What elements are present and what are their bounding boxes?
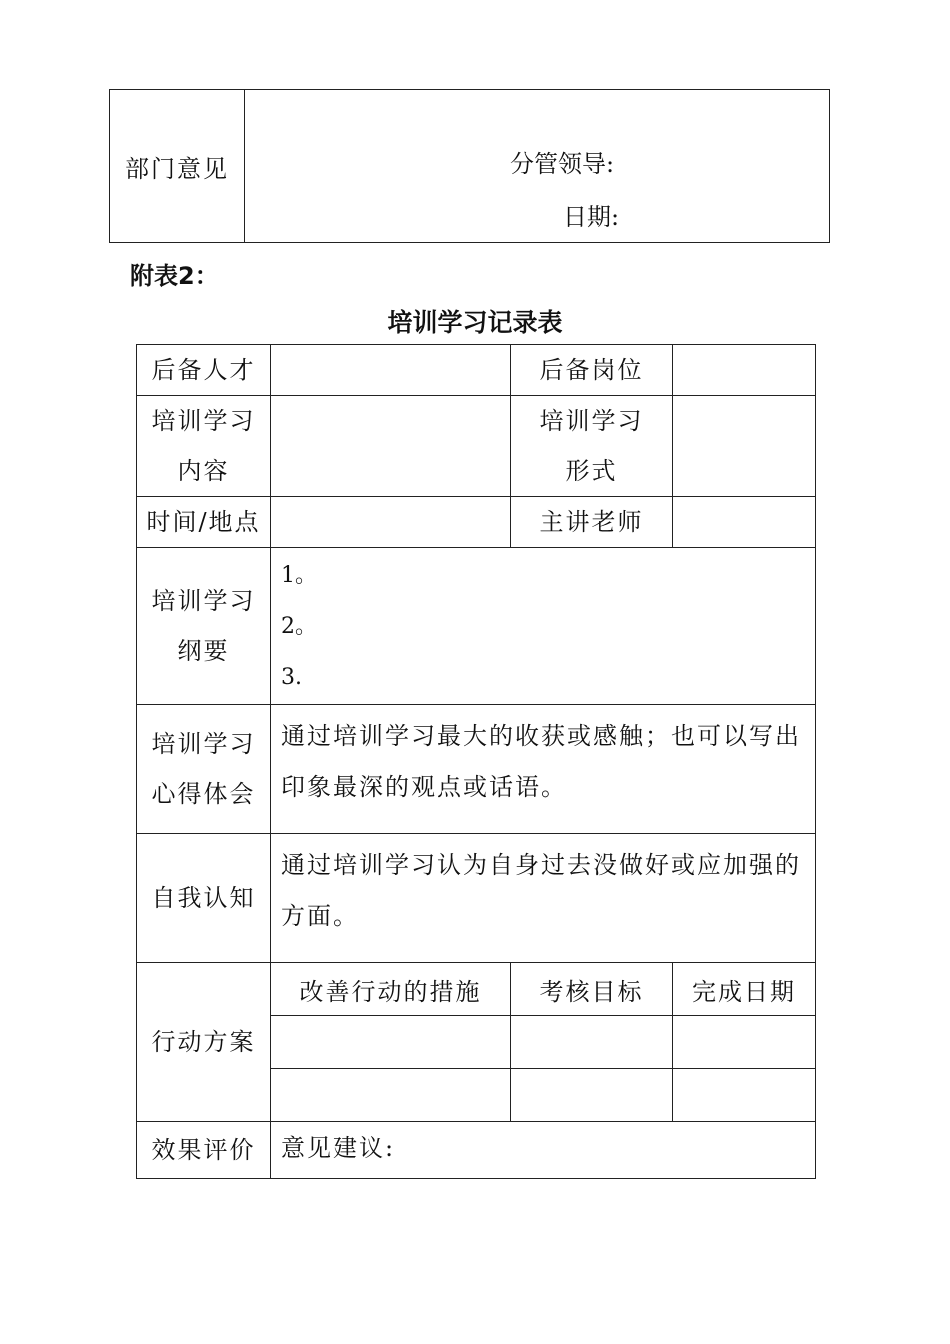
action-measures-cell[interactable] (271, 1016, 511, 1069)
content-label-line1: 培训学习 (151, 407, 256, 435)
insight-label-line2: 心得体会 (151, 780, 256, 808)
self-awareness-field[interactable]: 通过培训学习认为自身过去没做好或应加强的方面。 (271, 834, 816, 963)
outline-label-line2: 纲要 (177, 637, 230, 665)
format-label-line1: 培训学习 (539, 407, 644, 435)
format-label-line2: 形式 (565, 457, 618, 485)
content-field[interactable] (271, 396, 511, 497)
outline-item: 3. (281, 665, 302, 690)
action-measures-header: 改善行动的措施 (271, 963, 511, 1016)
completion-date-cell[interactable] (673, 1069, 816, 1122)
reserve-talent-field[interactable] (271, 345, 511, 396)
outline-item: 1。 (281, 563, 317, 588)
action-measures-cell[interactable] (271, 1069, 511, 1122)
outline-label (137, 548, 271, 705)
time-place-label: 时间/地点 (137, 497, 271, 548)
effect-evaluation-label: 效果评价 (137, 1122, 271, 1179)
assessment-target-cell[interactable] (511, 1016, 673, 1069)
action-plan-label: 行动方案 (137, 963, 271, 1122)
insight-label-line1: 培训学习 (151, 730, 256, 758)
lecturer-label: 主讲老师 (511, 497, 673, 548)
training-record-table (136, 344, 816, 1179)
appendix-label: 附表2： (130, 262, 219, 290)
department-opinion-table (109, 89, 830, 243)
time-place-field[interactable] (271, 497, 511, 548)
completion-date-cell[interactable] (673, 1016, 816, 1069)
outline-item: 2。 (281, 614, 317, 639)
reserve-position-label: 后备岗位 (511, 345, 673, 396)
insight-label (137, 705, 271, 834)
format-field[interactable] (673, 396, 816, 497)
reserve-position-field[interactable] (673, 345, 816, 396)
supervising-leader-label: 分管领导: (510, 150, 615, 178)
insight-field[interactable]: 通过培训学习最大的收获或感触；也可以写出印象最深的观点或话语。 (271, 705, 816, 834)
date-label: 日期: (563, 203, 620, 231)
assessment-target-header: 考核目标 (511, 963, 673, 1016)
content-label-line2: 内容 (177, 457, 230, 485)
outline-field[interactable] (271, 548, 816, 705)
outline-label-line1: 培训学习 (151, 587, 256, 615)
format-label (511, 396, 673, 497)
assessment-target-cell[interactable] (511, 1069, 673, 1122)
effect-evaluation-field[interactable]: 意见建议: (271, 1122, 816, 1179)
content-label (137, 396, 271, 497)
form-title: 培训学习记录表 (387, 308, 563, 337)
reserve-talent-label: 后备人才 (137, 345, 271, 396)
completion-date-header: 完成日期 (673, 963, 816, 1016)
department-opinion-cell[interactable] (245, 90, 830, 243)
self-awareness-label: 自我认知 (137, 834, 271, 963)
lecturer-field[interactable] (673, 497, 816, 548)
department-opinion-label: 部门意见 (110, 90, 245, 243)
